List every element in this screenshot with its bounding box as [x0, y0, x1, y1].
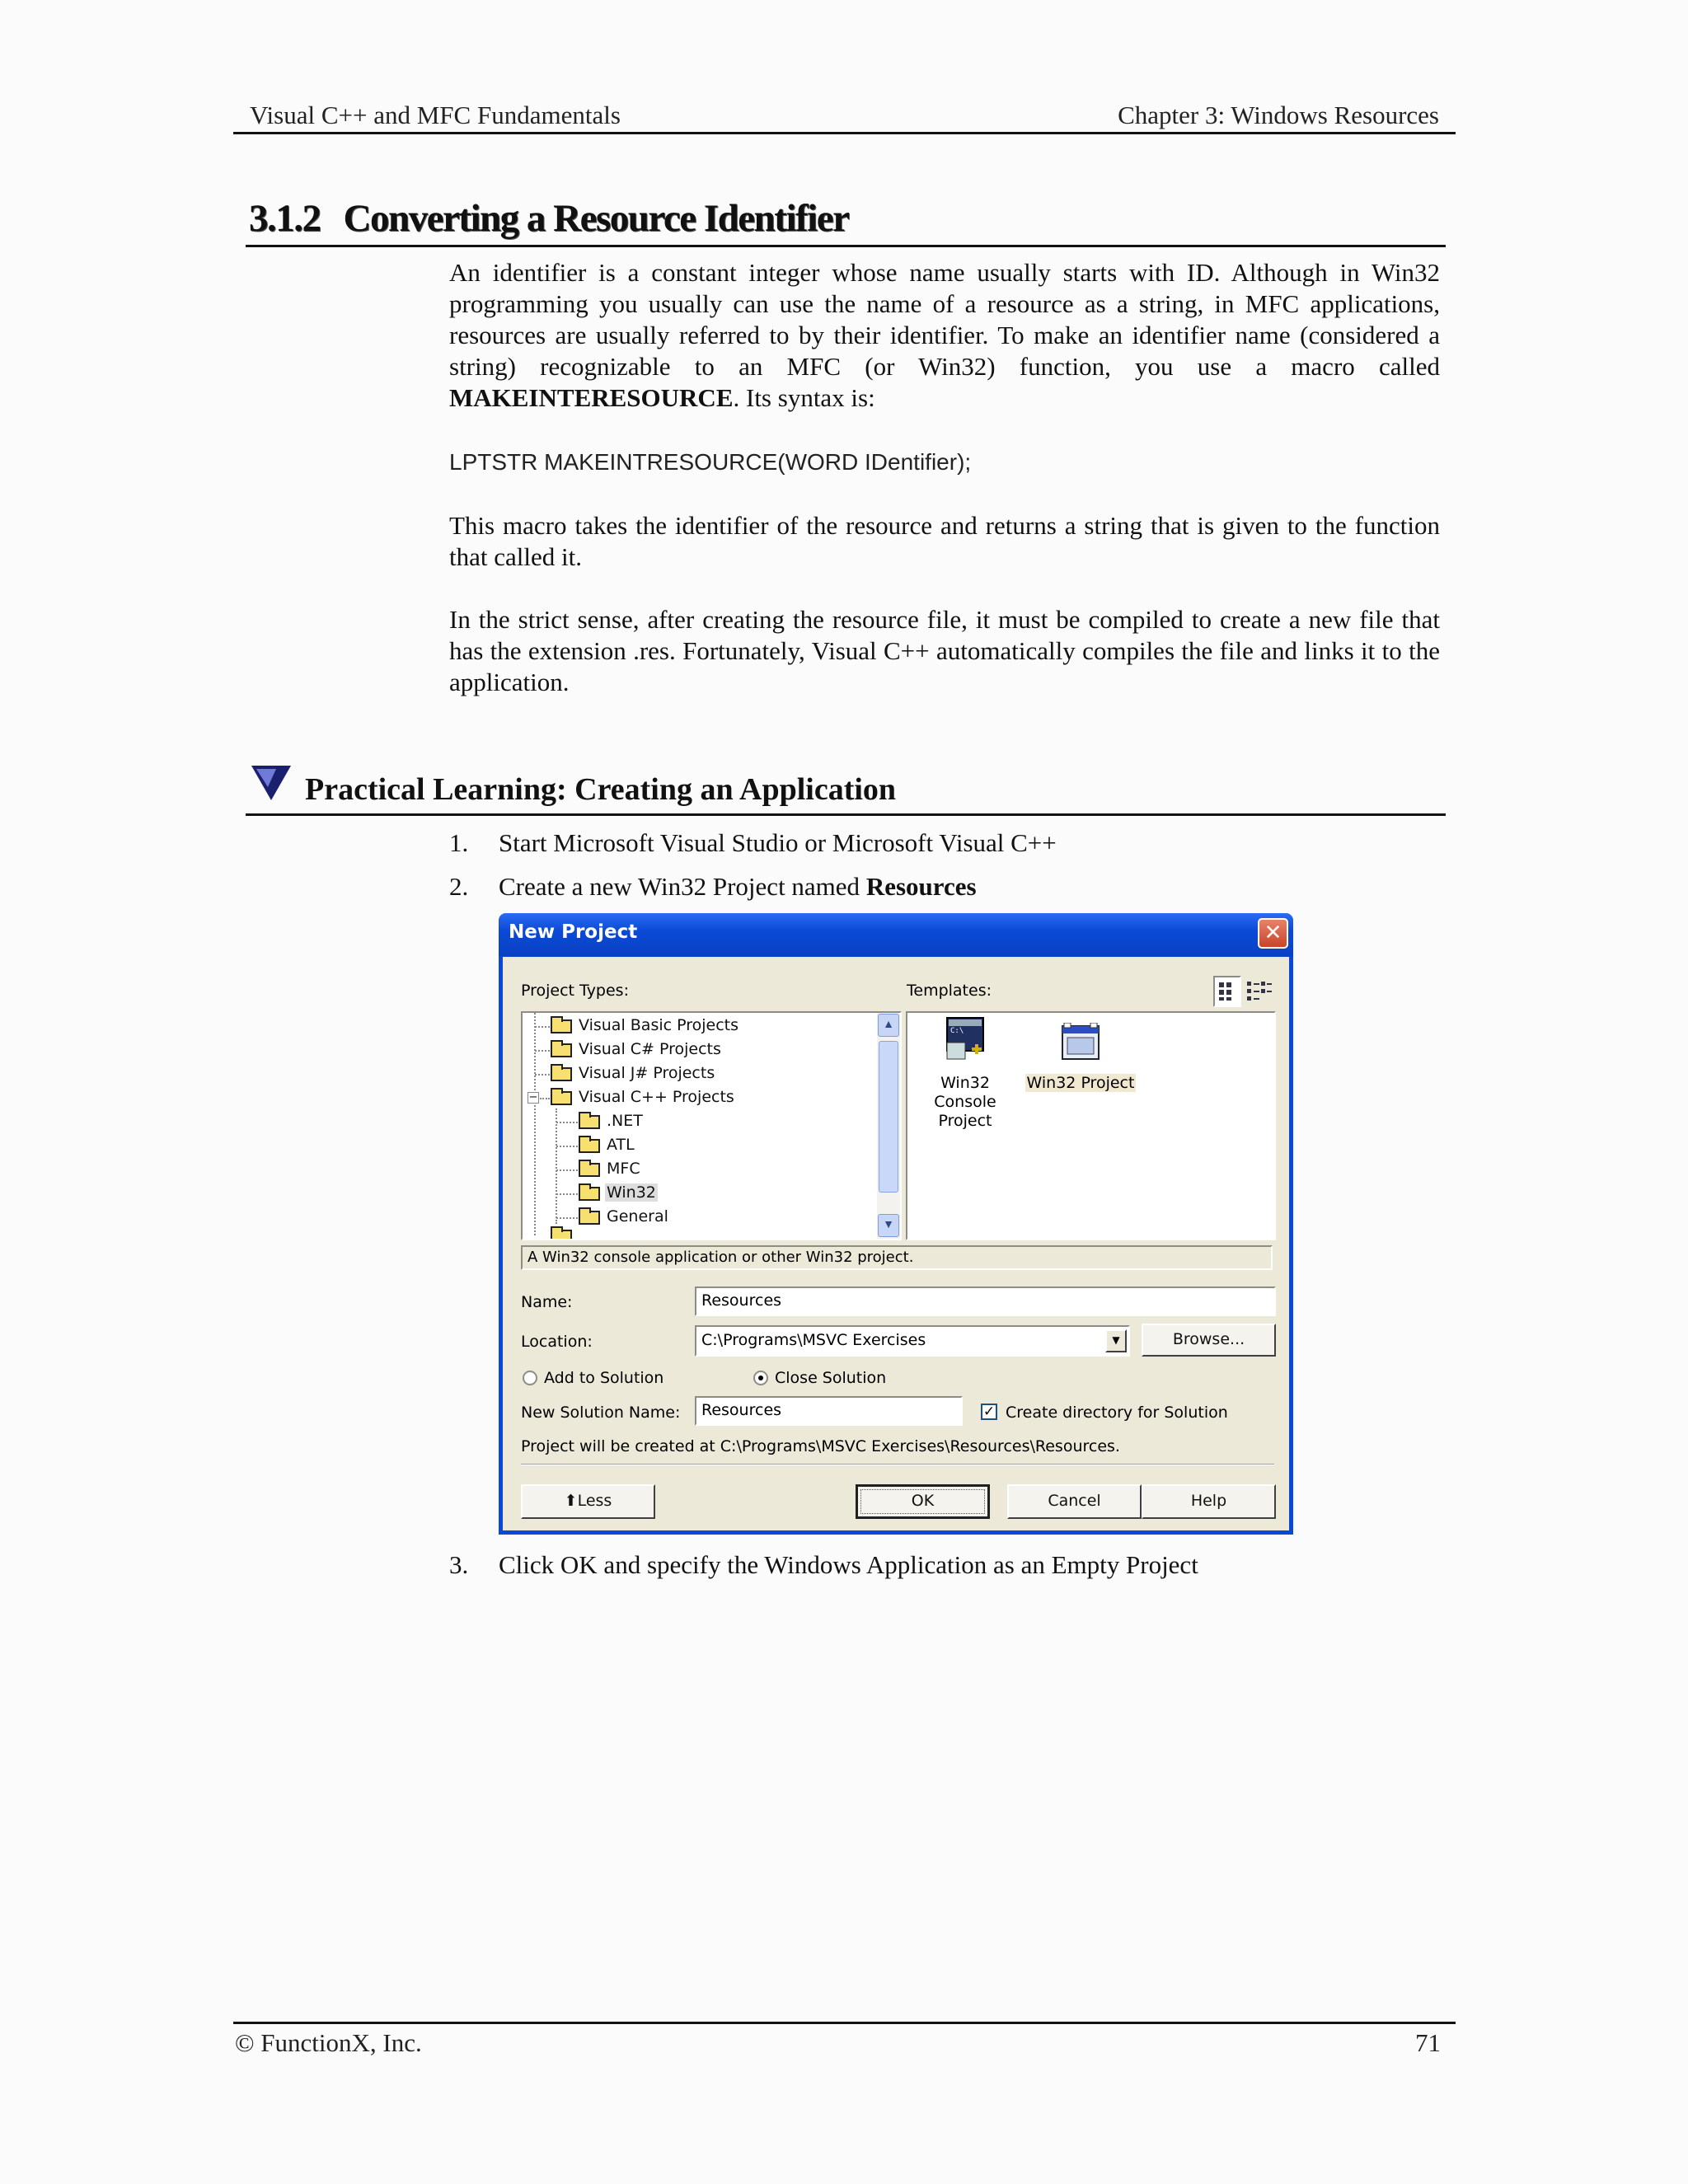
browse-button[interactable]: Browse...	[1142, 1324, 1276, 1357]
dialog-body	[503, 957, 1289, 1530]
add-to-solution-label: Add to Solution	[544, 1369, 664, 1387]
console-app-icon	[944, 1016, 987, 1062]
up-arrow-icon: ⬆	[564, 1492, 578, 1510]
scroll-thumb[interactable]	[879, 1041, 898, 1193]
name-input[interactable]: Resources	[695, 1286, 1276, 1316]
step-3	[449, 1550, 1438, 1583]
running-header-right: Chapter 3: Windows Resources	[1118, 101, 1439, 129]
folder-icon	[551, 1067, 572, 1081]
win32-app-icon	[1059, 1023, 1102, 1064]
step-text	[499, 872, 977, 902]
create-directory-checkbox[interactable]: ✓	[981, 1404, 997, 1420]
project-path-info: Project will be created at C:\Programs\MSVC Exercises\Resources\Resources.	[521, 1437, 1120, 1455]
section-number: 3.1.2	[249, 197, 321, 240]
section-title: Converting a Resource Identifier	[343, 197, 849, 240]
template-label: Win32 Project	[1026, 1074, 1135, 1092]
dialog-title: New Project	[509, 921, 638, 943]
location-value: C:\Programs\MSVC Exercises	[701, 1331, 926, 1349]
solution-name-input[interactable]: Resources	[695, 1396, 963, 1426]
chevron-down-icon[interactable]: ▼	[1105, 1329, 1127, 1352]
small-icons-view-icon[interactable]	[1243, 976, 1274, 1007]
practical-rule	[246, 813, 1446, 816]
section-heading	[249, 196, 848, 241]
tree-item-visual-csharp[interactable]: Visual C# Projects	[523, 1038, 885, 1062]
create-directory-label: Create directory for Solution	[1006, 1404, 1228, 1422]
svg-text:C:\: C:\	[950, 1027, 964, 1035]
step-number: 1.	[449, 828, 469, 857]
tree-item-visual-jsharp[interactable]: Visual J# Projects	[523, 1062, 885, 1086]
folder-icon	[551, 1091, 572, 1105]
folder-icon	[551, 1019, 572, 1033]
step-text: Click OK and specify the Windows Application as an Empty Project	[499, 1550, 1198, 1579]
tree-item-win32[interactable]: Win32	[523, 1182, 885, 1206]
name-label: Name:	[521, 1293, 573, 1311]
location-combobox[interactable]	[695, 1325, 1130, 1357]
divider	[521, 1464, 1274, 1465]
tree-item-mfc[interactable]: MFC	[523, 1158, 885, 1182]
tree-scrollbar[interactable]	[877, 1013, 900, 1239]
header-rule	[233, 132, 1456, 134]
project-types-label: Project Types:	[521, 982, 629, 1000]
paragraph-identifier	[449, 257, 1440, 414]
paragraph-text-end: . Its syntax is:	[733, 383, 875, 412]
new-project-dialog	[499, 913, 1293, 1535]
folder-icon	[579, 1163, 600, 1177]
folder-icon	[551, 1043, 572, 1057]
paragraph-text: An identifier is a constant integer whose name usually starts with ID. Although in Win32 programming you usually can use the name of a resource as a string, in MFC applications, resources are usually referred to by their identifier. To make an identifier name (considered a string) recognizable to an MFC (or Win32) function, you use a macro called	[449, 258, 1440, 381]
footer-rule	[233, 2022, 1456, 2024]
step-number: 3.	[449, 1550, 469, 1579]
practical-learning-title: Practical Learning: Creating an Application	[305, 772, 897, 807]
triangle-bullet-icon	[250, 762, 293, 804]
macro-name: MAKEINTERESOURCE	[449, 383, 734, 412]
help-button[interactable]: Help	[1142, 1484, 1276, 1519]
template-win32-console[interactable]	[907, 1016, 1023, 1130]
templates-label: Templates:	[907, 982, 992, 1000]
page-number: 71	[1415, 2028, 1441, 2057]
folder-icon	[579, 1115, 600, 1129]
dialog-titlebar[interactable]	[499, 913, 1293, 957]
close-solution-radio[interactable]	[753, 1371, 768, 1385]
solution-name-label: New Solution Name:	[521, 1404, 681, 1422]
paragraph-macro: This macro takes the identifier of the resource and returns a string that is given to the function that called it.	[449, 511, 1440, 571]
tree-item-dotnet[interactable]: .NET	[523, 1110, 885, 1134]
folder-icon	[551, 1230, 572, 1240]
paragraph-compile: In the strict sense, after creating the resource file, it must be compiled to create a new file that has the extension .res. Fortunately, Visual C++ automatically compiles the file and links it to the application.	[449, 605, 1440, 696]
tree-item-visual-basic[interactable]: Visual Basic Projects	[523, 1015, 885, 1038]
tree-item-general[interactable]: General	[523, 1206, 885, 1230]
project-name: Resources	[865, 872, 977, 901]
tree-item-atl[interactable]: ATL	[523, 1134, 885, 1158]
step-text: Start Microsoft Visual Studio or Microsoft Visual C++	[499, 828, 1057, 857]
close-button[interactable]: ✕	[1258, 918, 1288, 949]
location-label: Location:	[521, 1333, 593, 1351]
less-button[interactable]: ⬆Less	[521, 1484, 655, 1519]
open-folder-icon	[579, 1187, 600, 1201]
templates-list[interactable]	[906, 1011, 1276, 1240]
copyright: © FunctionX, Inc.	[235, 2028, 422, 2057]
running-header-left: Visual C++ and MFC Fundamentals	[250, 101, 621, 129]
folder-icon	[579, 1139, 600, 1153]
large-icons-view-icon[interactable]	[1213, 976, 1241, 1007]
step-2	[449, 872, 1438, 905]
folder-icon	[579, 1211, 600, 1225]
step-text-main: Create a new Win32 Project named	[499, 872, 866, 901]
add-to-solution-radio[interactable]	[523, 1371, 537, 1385]
close-solution-label: Close Solution	[775, 1369, 887, 1387]
project-types-tree[interactable]	[521, 1011, 902, 1240]
template-win32-project[interactable]	[1023, 1016, 1138, 1115]
step-number: 2.	[449, 872, 469, 901]
tree-item-visual-cpp[interactable]: − Visual C++ Projects	[528, 1088, 734, 1106]
template-label: Win32 Console Project	[934, 1074, 996, 1130]
template-description: A Win32 console application or other Win32 project.	[521, 1245, 1273, 1270]
collapse-minus-icon[interactable]: −	[528, 1091, 538, 1104]
step-1	[449, 828, 1438, 861]
ok-button[interactable]: OK	[856, 1484, 990, 1519]
code-syntax: LPTSTR MAKEINTRESOURCE(WORD IDentifier);	[449, 449, 972, 475]
section-rule	[246, 245, 1446, 247]
scroll-up-arrow-icon[interactable]: ▲	[878, 1014, 899, 1037]
cancel-button[interactable]: Cancel	[1007, 1484, 1142, 1519]
scroll-down-arrow-icon[interactable]: ▼	[878, 1214, 899, 1237]
